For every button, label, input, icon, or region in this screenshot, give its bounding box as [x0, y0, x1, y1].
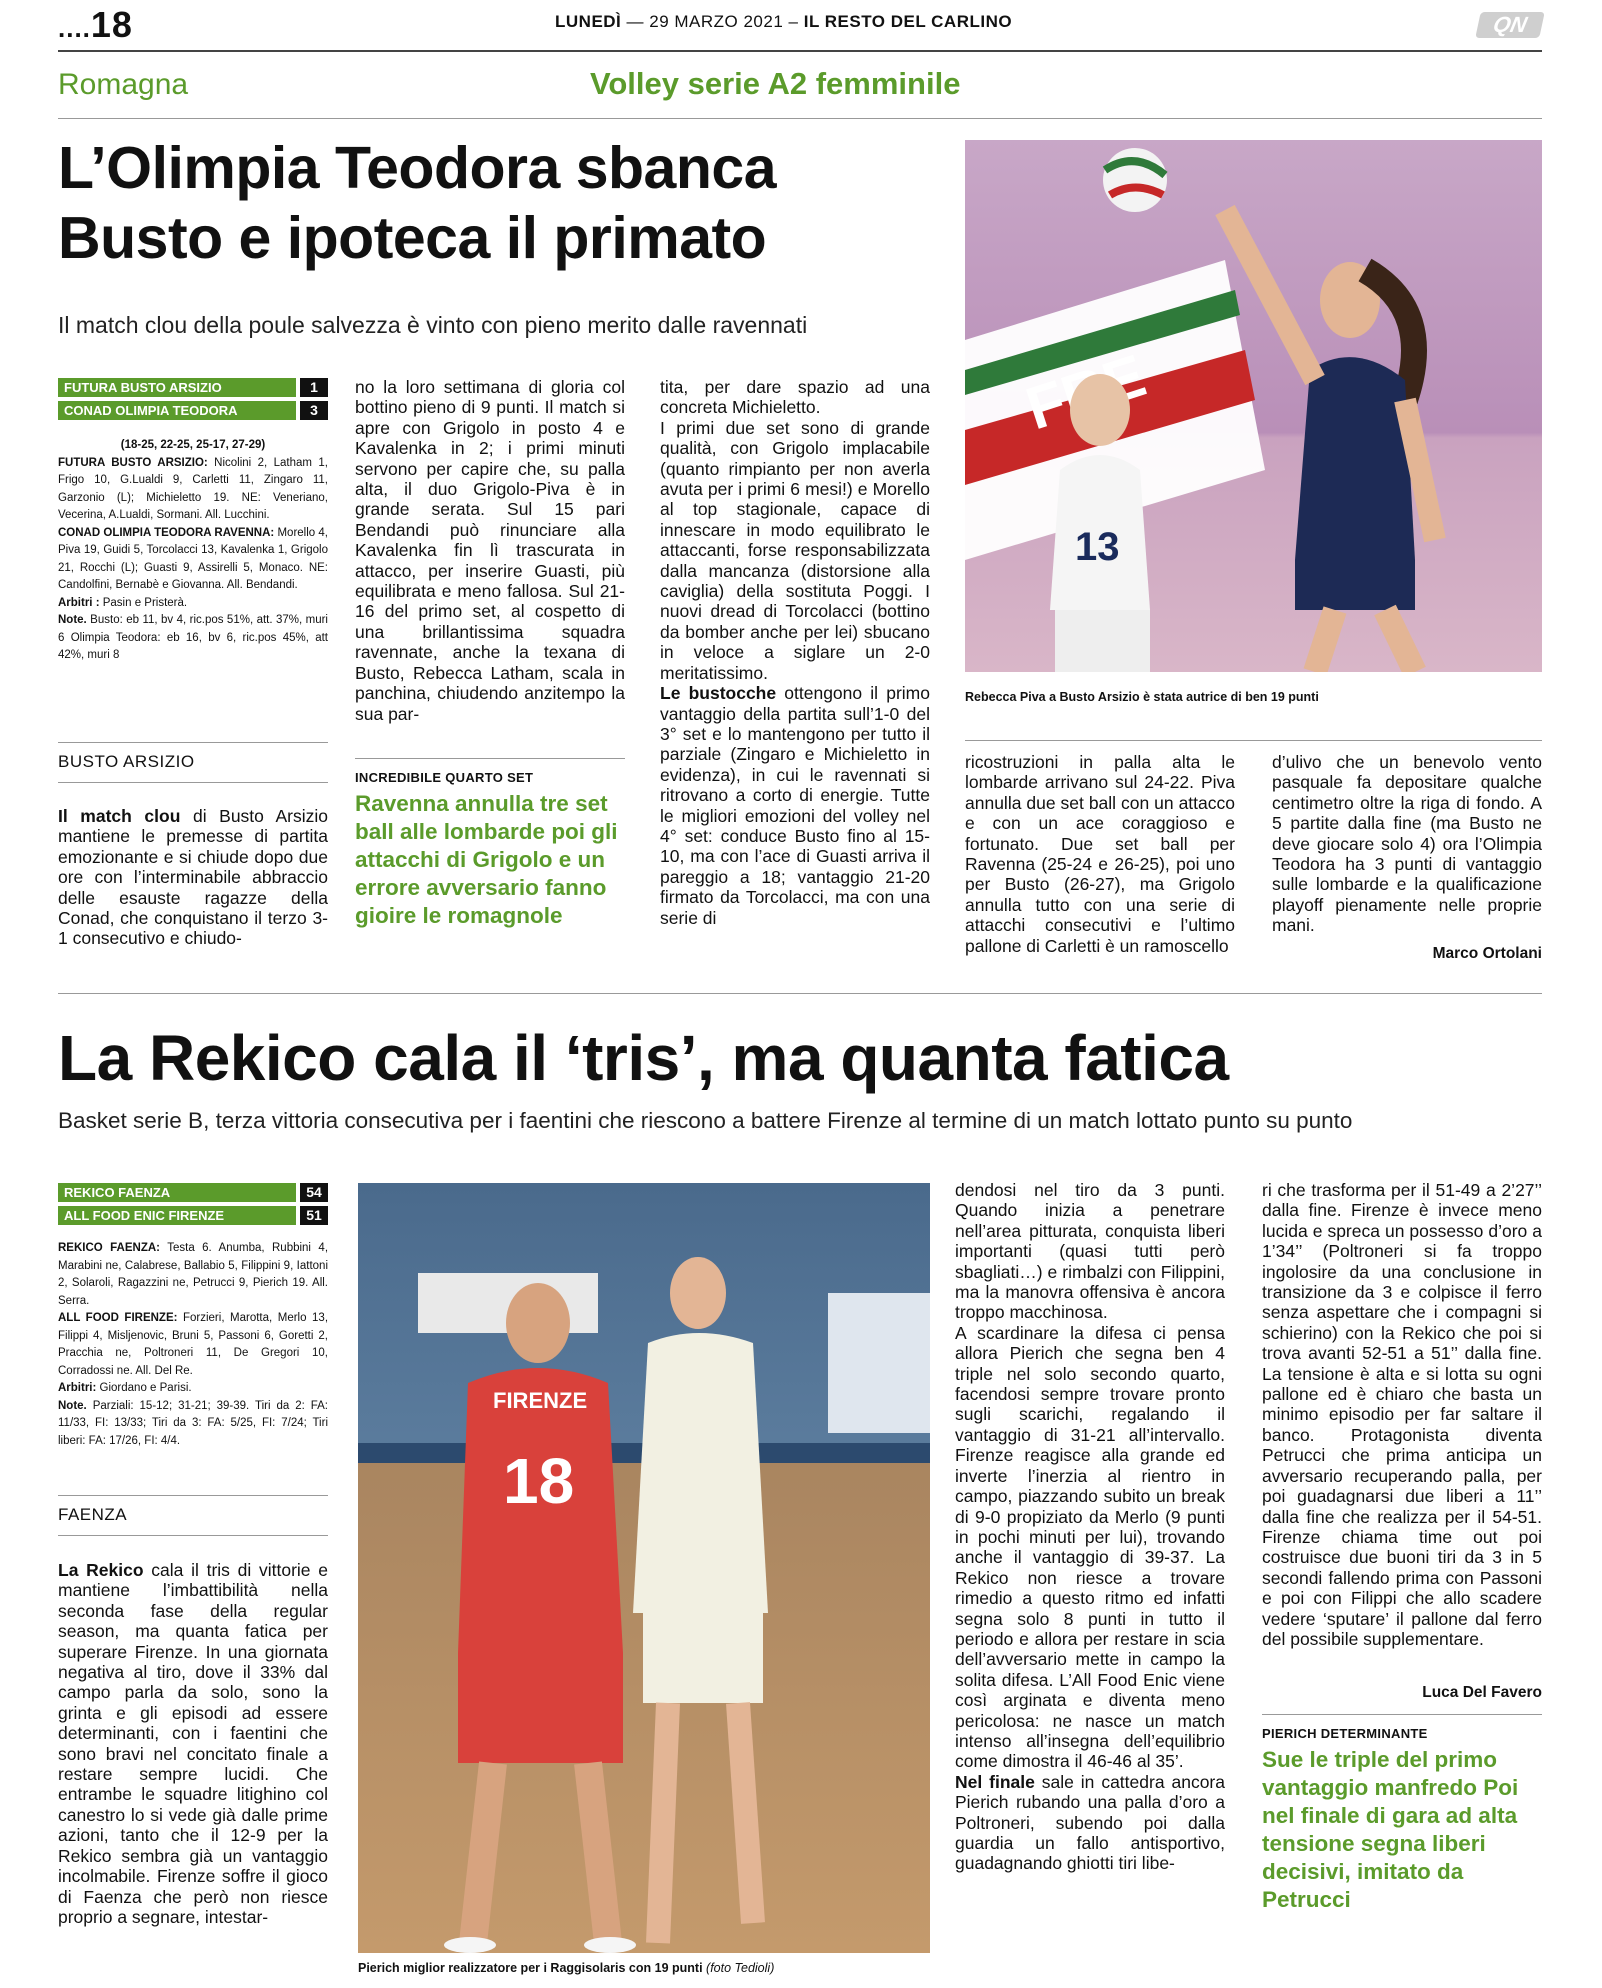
volley-headline-line-1: L’Olimpia Teodora sbanca — [58, 135, 777, 201]
volley-subhead: Il match clou della poule salvezza è vinto con pieno merito dalle ravennati — [58, 312, 808, 338]
score-row — [58, 401, 328, 420]
volley-scoreboard — [58, 378, 328, 424]
team-points: 54 — [300, 1183, 328, 1202]
volley-tabellino — [58, 437, 328, 665]
box-rule — [355, 758, 625, 759]
basket-column-1: La Rekico cala il tris di vittorie e mantiene l’imbattibilità nella seconda fase della regular season, ma quanta fatica per superare Firenze. In una giornata negativa al tiro, dove il 33% dal campo parla da solo, sono la grinta e gli episodi ad essere determinanti, con i faentini che sono bravi nel concitato finale a restare sempre lucidi. Che entrambe le squadre litighino col canestro lo si vede già dalle prime azioni, tanto che il 12-9 per la Rekico sembra già un vantaggio incolmabile. Firenze soffre il gioco di Faenza che però non riesce proprio a segnare, intestar- — [58, 1560, 328, 1927]
volley-column-5: d’ulivo che un benevolo vento pasquale fa depositare qualche centimetro oltre la riga di fondo. A 5 partite dalla fine (ma Busto ne deve giocare solo 4) ora l’Olimpia Teodora ha 3 punti di vantaggio sulle lombarde e la qualificazione playoff pienamente nelle proprie mani. — [1272, 752, 1542, 936]
lineup-home: FUTURA BUSTO ARSIZIO: Nicolini 2, Latham 1, Frigo 10, G.Lualdi 9, Carletti 11, Zingaro 11, Garzonio (L); Michieletto 19. NE: Veneriano, Vecerina, A.Lualdi, Sormani. All. Lucchini. — [58, 456, 328, 521]
volley-headline — [58, 133, 938, 273]
team-name: REKICO FAENZA — [58, 1183, 296, 1202]
score-row — [58, 378, 328, 397]
day: LUNEDÌ — [555, 12, 622, 31]
kicker-rule — [58, 118, 1542, 119]
team-name: FUTURA BUSTO ARSIZIO — [58, 378, 296, 397]
paper-name: IL RESTO DEL CARLINO — [803, 12, 1013, 31]
basket-photo — [358, 1183, 930, 1953]
team-name: CONAD OLIMPIA TEODORA — [58, 401, 296, 420]
volley-photo-caption: Rebecca Piva a Busto Arsizio è stata autrice di ben 19 punti — [965, 690, 1319, 704]
header-rule — [58, 50, 1542, 52]
qn-logo: QN — [1475, 12, 1545, 38]
date: — 29 MARZO 2021 – — [626, 12, 799, 31]
basket-box-kicker: PIERICH DETERMINANTE — [1262, 1726, 1428, 1741]
dateline-rule — [58, 1495, 328, 1496]
box-rule — [1262, 1714, 1542, 1715]
score-row — [58, 1183, 328, 1202]
basket-column-4: ri che trasforma per il 51-49 a 2’27’’ dalla fine. Firenze è invece meno lucida e spreca un possesso d’oro a 1’34’’ (Poltroneri si fa troppo ingolosire da una conclusione in transizione da 3 e colpisce il ferro senza aspettare che i compagni si schierino) con la Rekico che poi si trova avanti 52-51 a 51’’ dalla fine. La tensione è alta e si lotta su ogni pallone ed è chiaro che basta un minimo episodio per far saltare il banco. Protagonista diventa Petrucci che prima anticipa un avversario recuperando palla, per poi guadagnarsi due liberi a 11’’ dalla fine che realizza per il 54-51. Firenze chiama time out poi costruisce due buoni tiri da 3 in 5 secondi fallendo prima con Passoni e poi con Filippi che allo scadere vedere ‘sputare’ il pallone dal ferro del possibile supplementare. — [1262, 1180, 1542, 1649]
score-row — [58, 1206, 328, 1225]
page-number: ....18 — [58, 4, 133, 45]
basket-tabellino — [58, 1240, 328, 1450]
referees: Arbitri : Pasin e Pristerà. — [58, 596, 188, 609]
lineup-home: REKICO FAENZA: Testa 6. Anumba, Rubbini 4, Marabini ne, Calabrese, Ballabio 5, Filippini 9, Iattoni 2, Solaroli, Ragazzini ne, Petrucci 9, Pierich 19. All. Serra. — [58, 1242, 329, 1307]
match-notes: Note. Busto: eb 11, bv 4, ric.pos 51%, att. 37%, muri 6 Olimpia Teodora: eb 16, bv 6, ric.pos 45%, att 42%, muri 8 — [58, 614, 328, 661]
team-points: 51 — [300, 1206, 328, 1225]
section-name: Romagna — [58, 68, 189, 101]
volley-signature: Marco Ortolani — [1432, 945, 1542, 962]
team-name: ALL FOOD ENIC FIRENZE — [58, 1206, 296, 1225]
volley-column-2: no la loro settimana di gloria col bottino pieno di 9 punti. Il match si apre con Grigolo in posto 4 e Kavalenka in 2; i primi minuti servono per capire che, su palla alta, il duo Grigolo-Piva è in grande serata. Sul 15 pari Bendandi può rinunciare alla Kavalenka fin lì trascurata in attacco, per inserire Guasti, più equilibrata e meno fallosa. Sul 21-16 del primo set, al cospetto di una brillantissima squadra ravennate, anche la texana di Busto, Rebecca Latham, scala in panchina, chiudendo anzitempo la sua par- — [355, 377, 625, 724]
volley-headline-line-2: Busto e ipoteca il primato — [58, 205, 767, 271]
jersey-name: FIRENZE — [493, 1388, 588, 1413]
volley-box-kicker: INCREDIBILE QUARTO SET — [355, 770, 534, 785]
dateline-rule — [58, 782, 328, 783]
volley-box-text: Ravenna annulla tre set ball alle lombarde poi gli attacchi di Grigolo e un errore avversario fanno gioire le romagnole — [355, 791, 618, 928]
lineup-away: ALL FOOD FIRENZE: Forzieri, Marotta, Merlo 13, Filippi 4, Misljenovic, Bruni 5, Passoni 6, Goretti 2, Pracchia ne, Poltroneri 11, De Gregori 10, Corradossi ne. All. Del Re. — [58, 1312, 329, 1377]
lineup-away: CONAD OLIMPIA TEODORA RAVENNA: Morello 4, Piva 19, Guidi 5, Torcolacci 13, Kavalenka 1, Grigolo 21, Rocchi (L); Guasti 9, Assirelli 5, Monaco. NE: Candolfini, Bernabè e Giovanna. All. Bendandi. — [58, 526, 328, 591]
volley-column-1: Il match clou di Busto Arsizio mantiene le premesse di partita emozionante e si chiude dopo due ore con l’interminabile abbraccio delle esauste ragazze della Conad, che conquistano il terzo 3-1 consecutivo e chiudo- — [58, 806, 329, 949]
basket-signature: Luca Del Favero — [1422, 1684, 1542, 1701]
volley-column-3: tita, per dare spazio ad una concreta Michieletto. I primi due set sono di grande qualità, con Grigolo implacabile (quanto rimpianto per non averla avuta per i primi 6 mesi!) e Morello al top stagionale, capace di innescare in modo equilibrato le attaccanti, forse responsabilizzata dalla mancanza (distorsione alla caviglia) della sostituta Poggi. I nuovi dread di Torcolacci (bottino da bomber anche per lei) sbucano in veloce a siglare un 2-0 meritatissimo. Le bustocche ottengono il primo vantaggio della partita sull’1-0 del 3° set e lo mantengono per tutto il parziale (Zingaro e Michieletto in evidenza), in cui le ravennati si ritrovano a corto di energie. Tutte le migliori emozioni del volley nel 4° set: conduce Busto fino al 15-10, ma con l’ace di Guasti arriva il pareggio a 18; vantaggio 21-20 firmato da Torcolacci, ma con una serie di — [660, 377, 930, 928]
match-notes: Note. Parziali: 15-12; 31-21; 39-39. Tiri da 2: FA: 11/33, FI: 13/33; Tiri da 3: FA: 5/25, FI: 7/24; Tiri liberi: FA: 17/26, FI: 4/4. — [58, 1399, 328, 1447]
masthead-line — [555, 12, 1012, 32]
dateline-rule — [58, 1535, 328, 1536]
volley-photo — [965, 140, 1542, 672]
svg-text:13: 13 — [1075, 525, 1120, 569]
basket-column-3: dendosi nel tiro da 3 punti. Quando inizia a penetrare nell’area pitturata, conquista liberi importanti (quasi tutti però sbagliati…) e rimbalzi con Filippini, ma la manovra offensiva è ancora troppo macchinosa. A scardinare la difesa ci pensa allora Pierich che segna ben 4 triple nel solo secondo quarto, facendosi sempre trovare pronto sugli scarichi, regalando il vantaggio di 31-21 all’intervallo. Firenze reagisce alla grande ed inverte l’inerzia al rientro in campo, piazzando subito un break di 9-0 propiziato da Merlo (9 punti in pochi minuti per lui), trovando anche il vantaggio di 39-37. La Rekico non riesce a trovare rimedio a questo ritmo ed infatti segna solo 8 punti in tutto il periodo e allora per restare in scia dell’avversario mette in campo la solita difesa. L’All Food Enic viene così arginata e diventa meno pericolosa: ne nasce un match intenso all’insegna dell’equilibrio come dimostra il 46-46 al 35’. Nel finale sale in cattedra ancora Pierich rubando una palla d’oro a Poltroneri, subendo poi dalla guardia un fallo antisportivo, guadagnando ghiotti tiri libe- — [955, 1180, 1225, 1874]
basket-dateline: FAENZA — [58, 1505, 128, 1524]
caption-rule — [965, 740, 1542, 741]
section-kicker: Volley serie A2 femminile — [590, 66, 961, 101]
story-separator — [58, 993, 1542, 994]
basket-scoreboard — [58, 1183, 328, 1229]
basket-subhead: Basket serie B, terza vittoria consecutiva per i faentini che riescono a battere Firenze al termine di un match lottato punto su punto — [58, 1108, 1353, 1133]
volley-column-4: ricostruzioni in palla alta le lombarde arrivano sul 24-22. Piva annulla due set ball con un attacco e con un ace coraggioso e fortunato. Due set ball per Ravenna (25-24 e 26-25), poi uno per Busto (26-27), ma Grigolo annulla tutto con una serie di attacchi consecutivi e l’ultimo pallone di Carletti è un ramoscello — [965, 752, 1235, 956]
referees: Arbitri: Giordano e Parisi. — [58, 1382, 192, 1394]
jersey-number: 18 — [503, 1445, 575, 1517]
set-partials: (18-25, 22-25, 25-17, 27-29) — [120, 439, 266, 451]
basket-box-text: Sue le triple del primo vantaggio manfredo Poi nel finale di gara ad alta tensione segna liberi decisivi, imitato da Petrucci — [1262, 1747, 1519, 1912]
team-points: 3 — [300, 401, 328, 420]
volley-dateline: BUSTO ARSIZIO — [58, 752, 195, 771]
team-points: 1 — [300, 378, 328, 397]
dateline-rule — [58, 742, 328, 743]
basket-headline: La Rekico cala il ‘tris’, ma quanta fatica — [58, 1022, 1229, 1094]
basket-photo-caption: Pierich miglior realizzatore per i Raggisolaris con 19 punti (foto Tedioli) — [358, 1961, 775, 1975]
